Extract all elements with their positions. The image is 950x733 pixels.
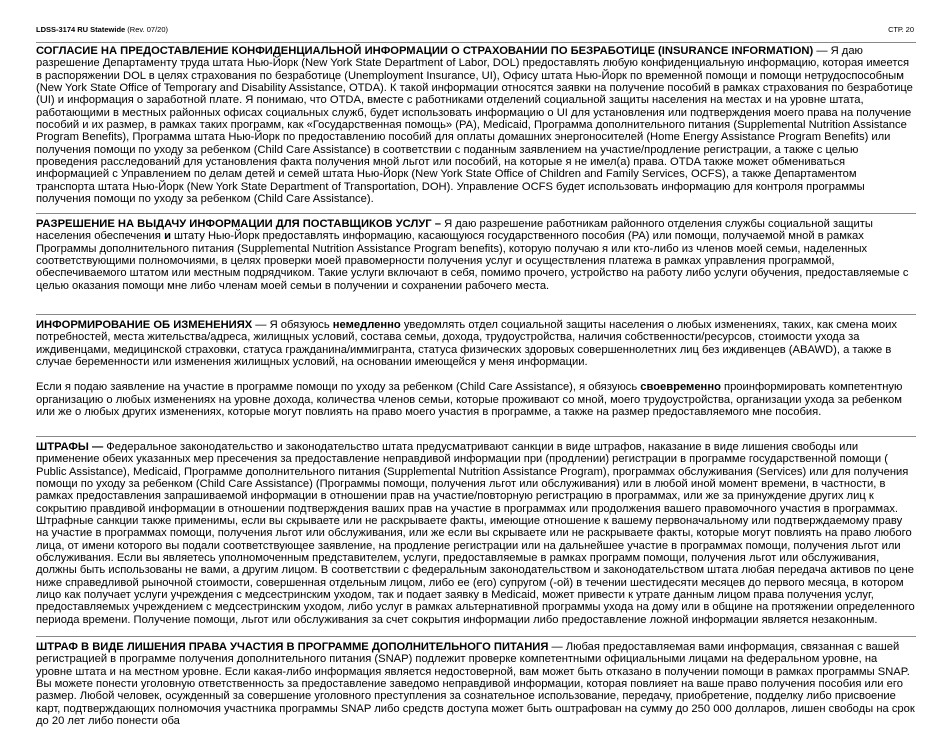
section-title: ШТРАФЫ — [36,441,104,453]
section-paragraph [36,45,916,205]
section-paragraph [36,441,916,626]
section-divider [36,436,916,437]
section-divider [36,213,916,214]
page-number: СТР. 20 [888,25,914,34]
section-penalties [36,441,916,626]
section-text: — Я даю разрешение Департаменту труда штата Нью-Йорк (New York State Department of Labor, DOL) предоставлять любую конфиденциальную информацию, которая имеется в распоряжении DOL в целях страхования по безработице (Unemployment Insurance, UI), Офису штата Нью-Йорк по временной помощи и помощи нетрудоспособным (New York State Office of Temporary and Disability Assistance, OTDA). К такой информации относятся заявки на получение пособий в рамках страхования по безработице (UI) и информация о заработной плате. Я понимаю, что OTDA, вместе с работниками отделений социальной защиты населения на местах и на уровне штата, работающими в местных районных офисах социальных служб, будет использовать информацию о UI для установления или подтверждения моего права на получение пособий и их размер, в рамках таких программ, как «Государственная помощь» (PA), Medicaid, Программа дополнительного питания (Supplemental Nutrition Assistance Program Benefits), Программа штата Нью-Йорк по предоставлению пособий для оплаты домашних энергоносителей (Home Energy Assistance Program Benefits) или получения помощи по уходу за ребенком (Child Care Assistance) в соответствии с поданным заявлением на участие/продление регистрации, а также с целью проведения расследований для установления факта получения мной льгот или пособий, на которые я не имел(а) права. OTDA также может обмениваться информацией с Управлением по делам детей и семей штата Нью-Йорк (New York State Office of Children and Family Services, OCFS), а также Департаментом транспорта штата Нью-Йорк (New York State Department of Transportation, DOH). Управление OCFS будет использовать информацию для контроля программы получения помощи по уходу за ребенком (Child Care Assistance). [36,45,913,206]
section-paragraph [36,641,916,727]
section-divider [36,42,916,43]
form-id: LDSS-3174 RU Statewide [36,25,126,34]
section-provider-release [36,218,916,292]
section-paragraph: ИНФОРМИРОВАНИЕ ОБ ИЗМЕНЕНИЯХ — Я обязуюсь немедленно уведомлять отдел социальной защиты населения о любых изменениях, таких, как смена моих потребностей, места жительства/адреса, жилищных условий, состава семьи, дохода, трудоустройства, наличия собственности/ресурсов, стоимости ухода за иждивенцами, медицинской страховки, статуса гражданина/иммигранта, статуса физических здоровых совершеннолетних лиц без иждивенцев (ABAWD), а также в случае беременности или изменения жилищных условий, на основании имеющейся у меня информации. [36,319,897,369]
section-paragraph: РАЗРЕШЕНИЕ НА ВЫДАЧУ ИНФОРМАЦИИ ДЛЯ ПОСТАВЩИКОВ УСЛУГ – Я даю разрешение работникам районного отделения службы социальной защиты населения обеспечения и штату Нью-Йорк предоставлять информацию, касающуюся государственного пособия (PA) или помощи, получаемой мной в рамках Программы дополнительного питания (Supplemental Nutrition Assistance Program benefits), которую получаю я или кто-либо из членов моей семьи, наделенных соответствующими полномочиями, в целях проверки моей правомерности получения услуг и осуществления платежа в рамках управления программой, обеспечиваемого штатом или местным подрядчиком. Такие услуги включают в себя, помимо прочего, устройство на работу либо услуги обучения, предоставляемые с целью оказания помощи мне либо членам моей семьи в получении и сохранении рабочего места. [36,218,909,292]
section-title: СОГЛАСИЕ НА ПРЕДОСТАВЛЕНИЕ КОНФИДЕНЦИАЛЬНОЙ ИНФОРМАЦИИ О СТРАХОВАНИИ ПО БЕЗРАБОТИЦЕ (INSURANCE INFORMATION) [36,45,814,57]
section-snap-disqualification [36,641,916,727]
section-text: — Любая предоставляемая вами информация, связанная с вашей регистрацией в программе получения дополнительного питания (SNAP) подлежит проверке компетентными официальными лицами на федеральном уровне, на уровне штата и на местном уровне. Если какая-либо информация является недостоверной, вам может быть отказано в получении помощи в рамках программы SNAP. Вы можете понести уголовную ответственность за предоставление заведомо неправдивой информации, которая повлияет на ваше право получения пособия или его размер. Любой человек, осужденный за совершение уголовного преступления за сознательное использование, передачу, приобретение, подделку либо присвоение карт, подтверждающих полномочия участника программы SNAP либо средств доступа может быть оштрафован на сумму до 250 000 долларов, лишен свободы на срок до 20 лет либо понести оба [36,641,915,728]
page-header [36,25,914,35]
section-divider [36,636,916,637]
section-title: ИНФОРМИРОВАНИЕ ОБ ИЗМЕНЕНИЯХ [36,319,253,331]
section-title: РАЗРЕШЕНИЕ НА ВЫДАЧУ ИНФОРМАЦИИ ДЛЯ ПОСТАВЩИКОВ УСЛУГ – [36,218,441,230]
section-title: ШТРАФ В ВИДЕ ЛИШЕНИЯ ПРАВА УЧАСТИЯ В ПРОГРАММЕ ДОПОЛНИТЕЛЬНОГО ПИТАНИЯ [36,641,549,653]
section-paragraph: Если я подаю заявление на участие в программе помощи по уходу за ребенком (Child Care Assistance), я обязуюсь своевременно проинформировать компетентную организацию о любых изменениях на уровне дохода, количества членов семьи, которые проживают со мной, моего трудоустройства, организации ухода за ребенком или же о любых других изменениях, которые могут повлиять на право моего участия в программе, а также на размер предоставляемого мне пособия. [36,381,903,419]
form-revision: (Rev. 07/20) [127,25,169,34]
section-text: Федеральное законодательство и законодательство штата предусматривают санкции в виде штрафов, наказание в виде лишения свободы или применение обеих указанных мер пресечения за предоставление неправдивой информации при (продлении) регистрации в программе государственной помощи ( Public Assistance), Medicaid, Программе дополнительного питания (Supplemental Nutrition Assistance Program), программах обслуживания (Services) или для получения помощи по уходу за ребенком (Child Care Assistance) (Программы помощи, получения льгот или обслуживания) или в любой иной момент времени, в частности, в рамках предоставления запрашиваемой информации в отношении прав на участие/повторную регистрацию в программах, или же за принуждение других лиц к сокрытию правдивой информации в отношении подтверждения ваших прав на участие в программах или продолжения вашего правомочного участия в программах. Штрафные санкции также применимы, если вы скрываете или не раскрываете факты, имеющие отношение к вашему первоначальному или подтверждаемому праву на участие в программах помощи, получения льгот или обслуживания, или же если вы скрываете или не раскрываете факты, которые могут повлиять на право любого лица, от имени которого вы подали соответствующее заявление, на продление регистрации или на дальнейшее участие в программах помощи, получения льгот или обслуживания. Если вы являетесь уполномоченным представителем, услуги, предоставляемые в рамках программ помощи, получения льгот или обслуживания, должны быть использованы не вами, а другим лицом. В соответствии с федеральным законодательством и законодательством штата любая передача активов по цене ниже справедливой рыночной стоимости, совершенная отдельным лицом, либо ее (его) супругом (-ой) в течении шестидесяти месяцев до первого месяца, в котором лицо как получает услуги учреждения с медсестринским уходом, так и подает заявку в Medicaid, может привести к утрате данным лицом права получения услуг, предоставляемых учреждением с медсестринским уходом, либо услуг в рамках альтернативной программы ухода на дому или в общине на протяжении определенного периода времени. Получение помощи, льгот или обслуживания за счет сокрытия информации либо предоставление ложной информации является незаконным. [36,441,915,626]
section-unemployment-insurance-consent [36,45,916,205]
section-change-reporting [36,319,916,418]
section-divider [36,314,916,315]
